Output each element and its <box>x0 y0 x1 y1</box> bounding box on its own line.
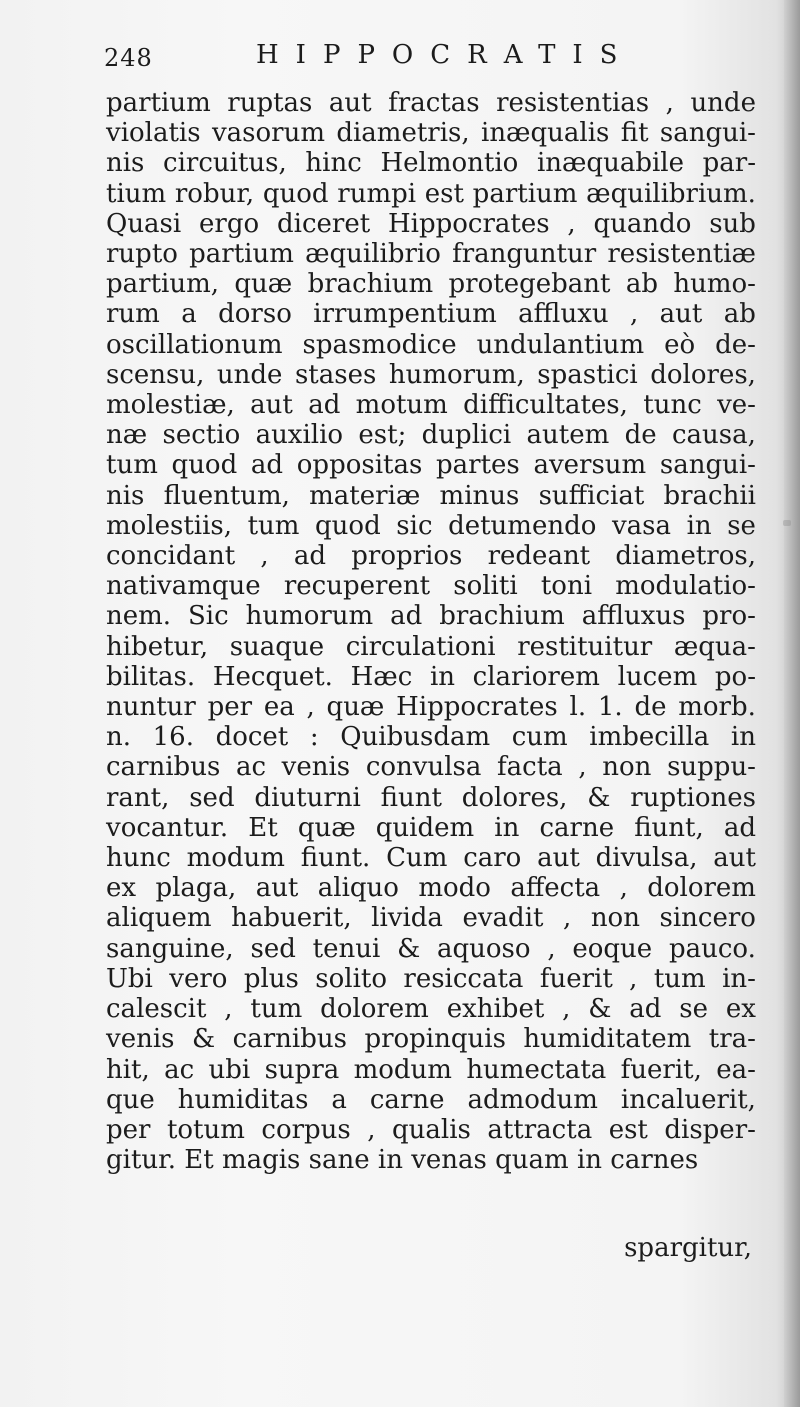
scan-mark <box>783 520 791 526</box>
text-line: violatis vasorum diametris, inæqualis fit sangui- <box>106 118 756 149</box>
text-line: Ubi vero plus solito resiccata fuerit , tum in- <box>106 963 756 994</box>
text-line: nem. Sic humorum ad brachium affluxus pro- <box>106 601 756 632</box>
text-line: gitur. Et magis sane in venas quam in carnes <box>106 1145 699 1176</box>
text-line: rum a dorso irrumpentium affluxu , aut ab <box>106 299 756 330</box>
catchword: spargitur, <box>624 1233 752 1263</box>
text-line: partium, quæ brachium protegebant ab humo- <box>106 269 756 300</box>
text-line: molestiæ, aut ad motum difficultates, tunc ve- <box>106 390 756 421</box>
text-line: carnibus ac venis convulsa facta , non suppu- <box>106 752 756 783</box>
text-line: sanguine, sed tenui & aquoso , eoque pauco. <box>106 933 756 964</box>
text-line: rant, sed diuturni fiunt dolores, & ruptiones <box>106 782 756 813</box>
text-line: oscillationum spasmodice undulantium eò de- <box>106 329 756 360</box>
text-line: nis circuitus, hinc Helmontio inæquabile par- <box>106 148 756 179</box>
text-line: nativamque recuperent soliti toni modulatio- <box>106 571 756 602</box>
text-line: Quasi ergo diceret Hippocrates , quando sub <box>106 208 756 239</box>
text-line: tium robur, quod rumpi est partium æquilibrium. <box>106 178 756 209</box>
text-line: aliquem habuerit, livida evadit , non sincero <box>106 903 756 934</box>
text-line: que humiditas a carne admodum incaluerit, <box>106 1084 756 1115</box>
text-line: scensu, unde stases humorum, spastici dolores, <box>106 359 756 390</box>
text-line: hunc modum fiunt. Cum caro aut divulsa, aut <box>106 843 756 874</box>
text-line: calescit , tum dolorem exhibet , & ad se ex <box>106 994 756 1025</box>
page-header <box>104 40 754 80</box>
text-line: n. 16. docet : Quibusdam cum imbecilla in <box>106 722 756 753</box>
text-line: concidant , ad proprios redeant diametros, <box>106 541 756 572</box>
text-line: molestiis, tum quod sic detumendo vasa in se <box>106 510 756 541</box>
text-line: bilitas. Hecquet. Hæc in clariorem lucem po- <box>106 661 756 692</box>
text-line: vocantur. Et quæ quidem in carne fiunt, ad <box>106 812 756 843</box>
text-line: tum quod ad oppositas partes aversum sangui- <box>106 450 756 481</box>
body-text <box>106 88 756 1175</box>
text-line: hit, ac ubi supra modum humectata fuerit, ea- <box>106 1054 756 1085</box>
text-line: partium ruptas aut fractas resistentias , unde <box>106 88 756 118</box>
page-number: 248 <box>104 44 153 72</box>
text-line: næ sectio auxilio est; duplici autem de causa, <box>106 420 756 451</box>
text-line: ex plaga, aut aliquo modo affecta , dolorem <box>106 873 756 904</box>
page-edge-shadow <box>784 0 800 1407</box>
text-line: hibetur, suaque circulationi restituitur æqua- <box>106 631 756 662</box>
text-line: nis fluentum, materiæ minus sufficiat brachii <box>106 480 756 511</box>
text-line: per totum corpus , qualis attracta est disper- <box>106 1114 756 1145</box>
text-line: nuntur per ea , quæ Hippocrates l. 1. de morb. <box>106 692 756 723</box>
running-head: HIPPOCRATIS <box>256 40 635 70</box>
text-line: rupto partium æquilibrio franguntur resistentiæ <box>106 239 756 270</box>
text-line: venis & carnibus propinquis humiditatem tra- <box>106 1024 756 1055</box>
